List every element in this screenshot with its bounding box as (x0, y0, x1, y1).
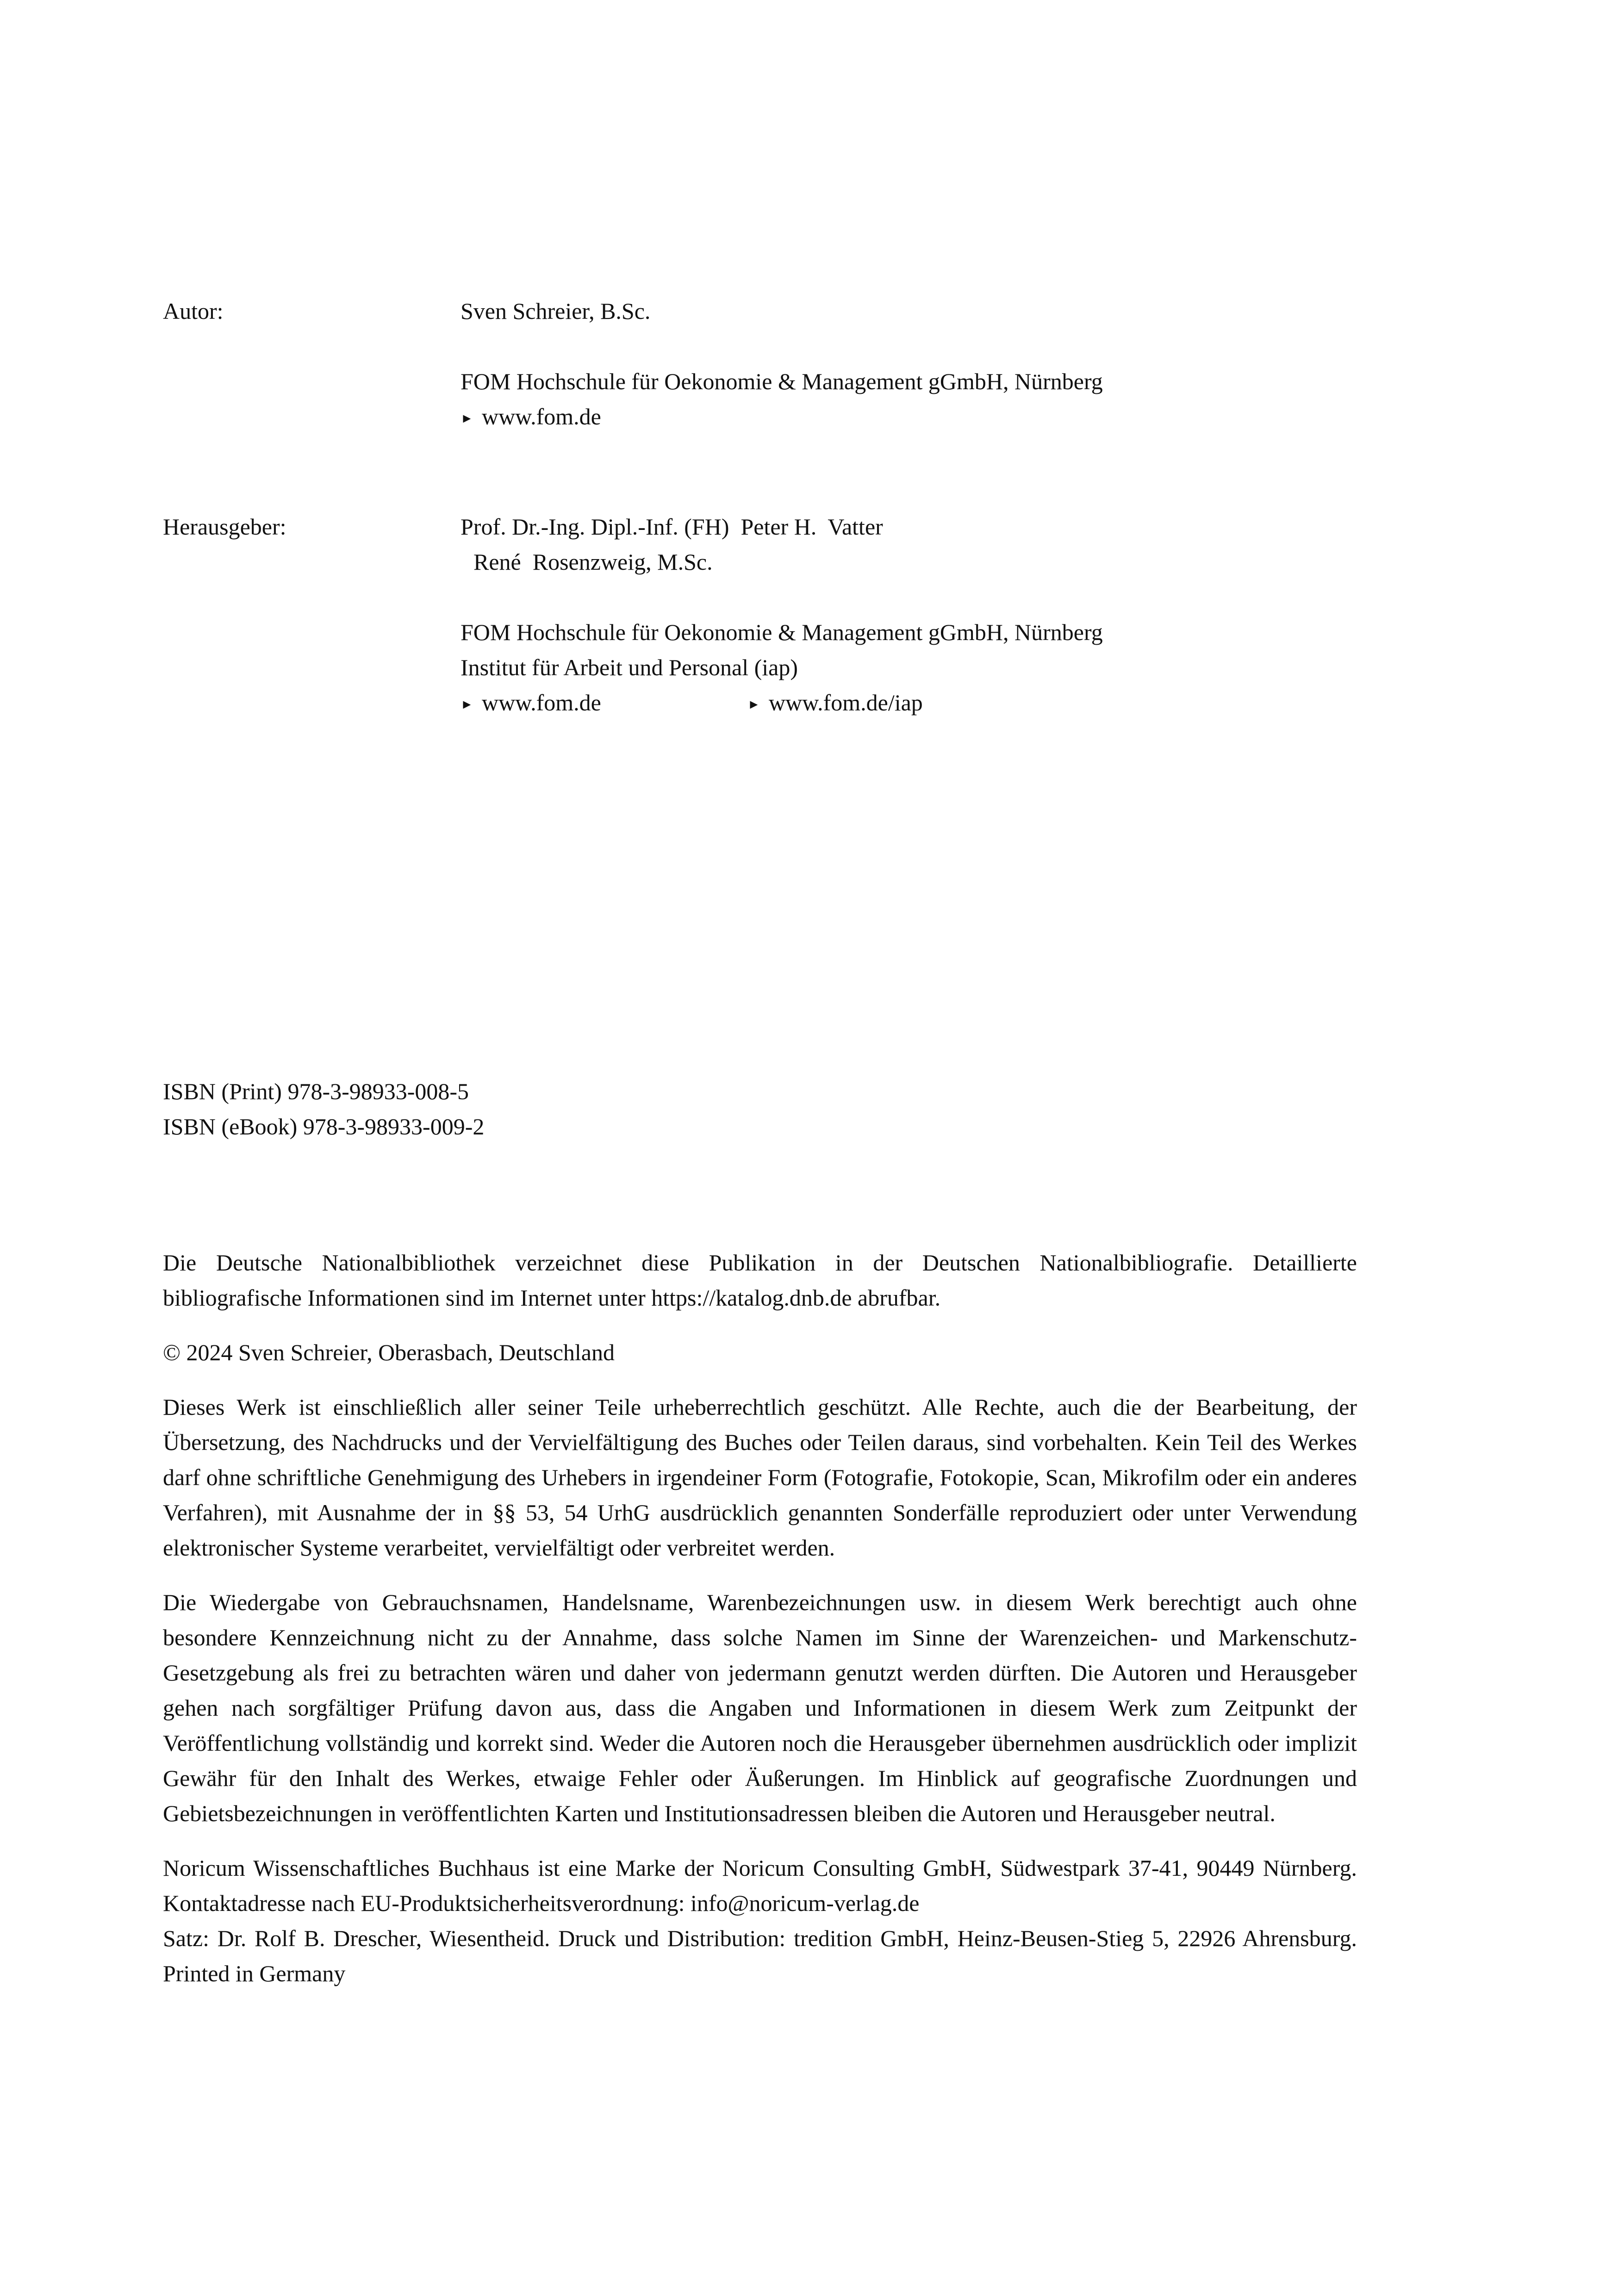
author-url-line[interactable] (461, 399, 1294, 436)
editors-block (461, 509, 1294, 722)
triangle-right-icon: ► (461, 411, 473, 426)
copyright-notice: © 2024 Sven Schreier, Oberasbach, Deutschland (163, 1339, 615, 1365)
editors-url-2-link[interactable] (747, 685, 923, 722)
author-institution: FOM Hochschule für Oekonomie & Management gGmbH, Nürnberg (461, 368, 1103, 394)
editors-institute: Institut für Arbeit und Personal (iap) (461, 654, 798, 680)
legal-block (163, 1245, 1357, 1991)
dnb-notice: Die Deutsche Nationalbibliothek verzeichnet diese Publikation in der Deutschen Nationalbibliografie. Detaillierte bibliografische Informationen sind im Internet unter https://katalog.dnb.de abrufbar. (163, 1250, 1357, 1311)
isbn-print: ISBN (Print) 978-3-98933-008-5 (163, 1078, 469, 1104)
isbn-ebook: ISBN (eBook) 978-3-98933-009-2 (163, 1114, 485, 1139)
rights-notice: Dieses Werk ist einschließlich aller seiner Teile urheberrechtlich geschützt. Alle Rechte, auch die der Bearbeitung, der Übersetzung, des Nachdrucks und der Vervielfältigung des Buches oder Teilen daraus, sind vorbehalten. Kein Teil des Werkes darf ohne schriftliche Genehmigung des Urhebers in irgendeiner Form (Fotografie, Fotokopie, Scan, Mikrofilm oder ein anderes Verfahren), mit Ausnahme der in §§ 53, 54 UrhG ausdrücklich genannten Sonderfälle reproduziert oder unter Verwendung elektronischer Systeme verarbeitet, vervielfältigt oder verbreitet werden. (163, 1394, 1357, 1561)
editors-institution: FOM Hochschule für Oekonomie & Management gGmbH, Nürnberg (461, 619, 1103, 645)
isbn-block (163, 1074, 484, 1144)
editors-url-1-link[interactable] (461, 690, 601, 716)
editors-label: Herausgeber: (163, 514, 286, 540)
editors-url-1[interactable]: www.fom.de (482, 690, 601, 716)
triangle-right-icon: ► (747, 697, 760, 712)
author-block (461, 293, 1294, 436)
printing-notice: Satz: Dr. Rolf B. Drescher, Wiesentheid. Druck und Distribution: tredition GmbH, Heinz-Beusen-Stieg 5, 22926 Ahrensburg. Printed in Germany (163, 1925, 1357, 1986)
editor-1: Prof. Dr.-Ing. Dipl.-Inf. (FH) Peter H. Vatter (461, 514, 883, 540)
author-label: Autor: (163, 298, 224, 324)
author-url[interactable]: www.fom.de (482, 404, 601, 429)
publisher-notice: Noricum Wissenschaftliches Buchhaus ist eine Marke der Noricum Consulting GmbH, Südwestpark 37-41, 90449 Nürnberg. Kontaktadresse nach EU-Produktsicherheitsverordnung: info@noricum-verlag.de (163, 1855, 1357, 1916)
editors-url-line (461, 685, 1294, 722)
trademark-notice: Die Wiedergabe von Gebrauchsnamen, Handelsname, Warenbezeichnungen usw. in diesem Werk berechtigt auch ohne besondere Kennzeichnung nicht zu der Annahme, dass solche Namen im Sinne der Warenzeichen- und Markenschutz-Gesetzgebung als frei zu betrachten wären und daher von jedermann genutzt werden dürften. Die Autoren und Herausgeber gehen nach sorgfältiger Prüfung davon aus, dass die Angaben und Informationen in diesem Werk zum Zeitpunkt der Veröffentlichung vollständig und korrekt sind. Weder die Autoren noch die Herausgeber übernehmen ausdrücklich oder implizit Gewähr für den Inhalt des Werkes, etwaige Fehler oder Äußerungen. Im Hinblick auf geografische Zuordnungen und Gebietsbezeichnungen in veröffentlichten Karten und Institutionsadressen bleiben die Autoren und Herausgeber neutral. (163, 1589, 1357, 1826)
author-name: Sven Schreier, B.Sc. (461, 298, 651, 324)
editors-url-2[interactable]: www.fom.de/iap (769, 690, 923, 716)
editor-2: René Rosenzweig, M.Sc. (473, 549, 713, 575)
triangle-right-icon: ► (461, 697, 473, 712)
